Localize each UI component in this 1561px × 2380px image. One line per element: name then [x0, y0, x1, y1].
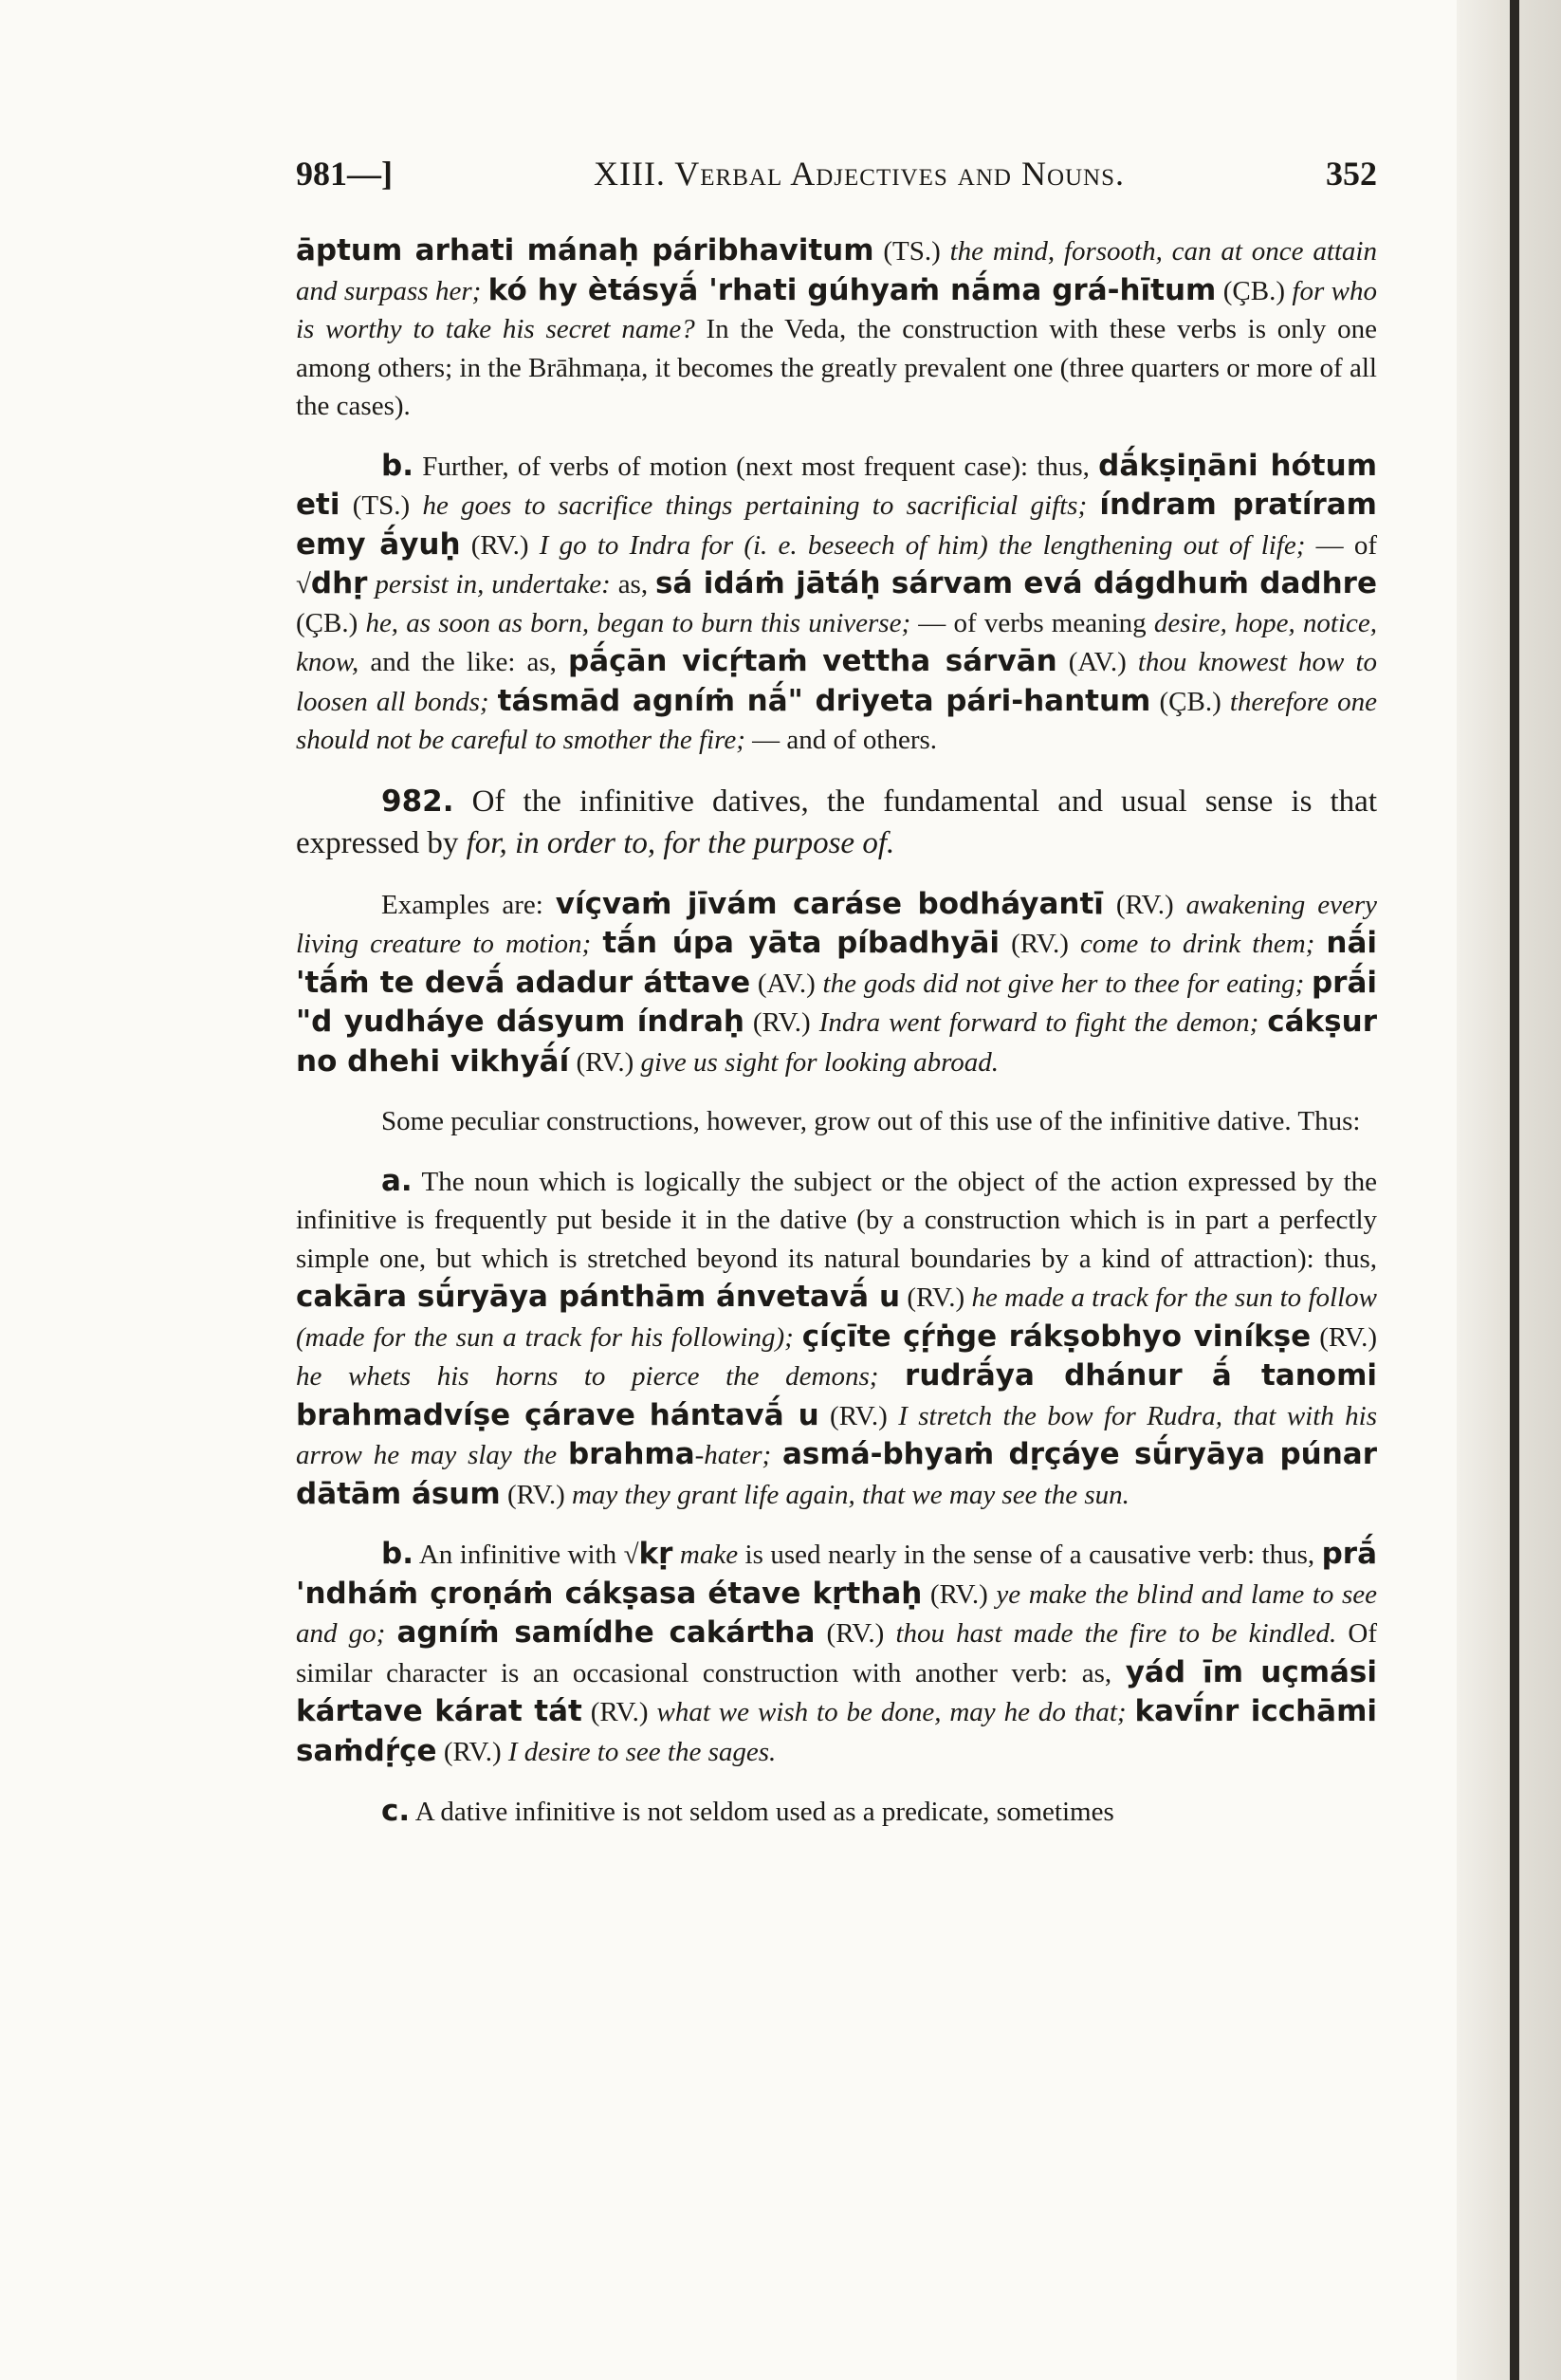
body-text: — of √ — [296, 529, 1378, 600]
translation-text: he made a track for the sun to follow (made for the sun a track for his following); — [296, 1282, 1378, 1353]
body-text: (RV.) — [460, 529, 540, 561]
sanskrit-term: brahma — [567, 1437, 695, 1471]
sanskrit-term: prā́i "d yudháye dásyum índraḥ — [296, 965, 1377, 1039]
body-text — [1304, 969, 1312, 999]
translation-text: I stretch the bow for Rudra, that with his arrow he may slay the — [296, 1400, 1377, 1470]
body-text — [557, 1440, 568, 1470]
translation-text: come to drink them; — [1080, 929, 1315, 959]
body-text — [878, 1361, 905, 1392]
sanskrit-term: dhṛ — [310, 566, 368, 600]
body-text: Some peculiar constructions, however, grow out of this use of the infinitive dative. Thus: — [381, 1106, 1361, 1136]
body-text: Further, of verbs of motion (next most frequent case): thus, — [413, 451, 1099, 482]
sanskrit-term: índram pratíram emy ā́yuḥ — [296, 488, 1377, 562]
body-text: (AV.) — [1056, 647, 1138, 677]
body-text: (RV.) — [500, 1479, 572, 1510]
body-text: (ÇB.) — [1216, 275, 1293, 306]
translation-text: I desire to see the sages. — [507, 1736, 777, 1767]
body-text: (RV.) — [922, 1578, 997, 1610]
sanskrit-term: kavī́nr icchāmi saṁdṛ́çe — [296, 1694, 1377, 1768]
sanskrit-term: 982. — [381, 784, 454, 819]
body-text: (ÇB.) — [1150, 686, 1230, 717]
body-text — [489, 687, 498, 717]
paragraph-peculiar-constructions — [296, 1102, 1377, 1141]
body-text: (RV.) — [1000, 929, 1081, 959]
body-text: is used nearly in the sense of a causative verb: thus, — [738, 1540, 1322, 1570]
sanskrit-term: agníṁ samídhe cakártha — [396, 1615, 816, 1650]
translation-text: may they grant life again, that we may see the sun. — [571, 1479, 1129, 1510]
translation-text: the mind, forsooth, can at once attain and surpass her; — [296, 236, 1377, 306]
body-text — [771, 1440, 782, 1470]
body-text: Of similar character is an occasional construction with another verb: as, — [296, 1618, 1377, 1688]
chapter-title: XIII. Verbal Adjectives and Nouns. — [593, 155, 1126, 193]
body-text: A dative infinitive is not seldom used as a predicate, sometimes — [410, 1797, 1114, 1827]
sanskrit-term: pā́çān vicṛ́taṁ vettha sárvān — [568, 644, 1057, 678]
sanskrit-term: kó hy ètásyā́ 'rhati gúhyaṁ nā́ma grá-hītum — [487, 272, 1217, 307]
paragraph-c-predicate — [296, 1792, 1377, 1832]
sanskrit-term: b. — [381, 1537, 413, 1571]
translation-text: the gods did not give her to thee for eating; — [822, 968, 1305, 999]
paragraph-continued — [296, 231, 1377, 426]
page-edge-shadow — [1457, 0, 1561, 2380]
translation-text: I go to Indra for (i. e. beseech of him) the lengthening out of life; — [539, 529, 1306, 561]
body-text — [481, 276, 487, 306]
sanskrit-term: b. — [381, 448, 413, 483]
sanskrit-term: víçvaṁ jīvám caráse bodháyantī — [555, 886, 1104, 921]
translation-text: he whets his horns to pierce the demons; — [296, 1361, 879, 1392]
body-text: (TS.) — [873, 236, 950, 267]
body-text — [1127, 1697, 1135, 1727]
body-text: (TS.) — [340, 490, 423, 521]
body-text: and the like: as, — [358, 647, 569, 677]
translation-text: ye make the blind and lame to see and go; — [296, 1578, 1378, 1649]
body-text: (RV.) — [1103, 889, 1186, 920]
paragraph-b-causative — [296, 1535, 1377, 1771]
translation-text: for who is worthy to take his secret name? — [296, 275, 1378, 344]
body-text: (RV.) — [581, 1697, 657, 1727]
sanskrit-term: c. — [381, 1794, 411, 1828]
sanskrit-term: dā́kṣiṇāni hótum eti — [296, 448, 1377, 522]
body-text: (ÇB.) — [296, 607, 366, 638]
body-text: The noun which is logically the subject or the object of the action expressed by the infinitive is frequently put beside it in the dative (by a construction which is in part a perfectly simple one, but which is stretched beyond its natural boundaries by a kind of attraction): thus, — [296, 1166, 1377, 1274]
sanskrit-term: yád īm uçmási kártave kárat tát — [296, 1654, 1377, 1728]
paragraph-a-attraction — [296, 1162, 1377, 1515]
body-text — [1258, 1007, 1267, 1038]
sanskrit-term: nā́i 'tā́ṁ te devā́ adadur áttave — [296, 926, 1378, 1000]
paragraph-examples — [296, 885, 1377, 1082]
body-text: Examples are: — [381, 889, 556, 920]
translation-text: -hater; — [694, 1440, 772, 1470]
body-text: (RV.) — [818, 1400, 899, 1431]
sanskrit-term: cákṣur no dhehi vikhyā́í — [296, 1005, 1377, 1079]
body-text: An infinitive with √ — [413, 1540, 639, 1570]
translation-text: desire, hope, notice, know, — [296, 607, 1377, 677]
sanskrit-term: prā́ 'ndháṁ çroṇáṁ cákṣasa étave kṛthaḥ — [296, 1537, 1378, 1611]
sanskrit-term: sá idáṁ jātáḥ sárvam evá dágdhuṁ dadhre — [654, 566, 1377, 600]
translation-text: Indra went forward to fight the demon; — [818, 1007, 1259, 1038]
sanskrit-term: āptum arhati mánaḥ páribhavitum — [296, 233, 874, 268]
body-text — [1314, 929, 1326, 959]
section-reference: 981—] — [296, 155, 393, 193]
sanskrit-term: kṛ — [638, 1537, 673, 1571]
page-binding-edge — [1510, 0, 1519, 2380]
body-text — [1087, 490, 1099, 521]
sanskrit-term: cakāra sū́ryāya pánthām ánvetavā́ u — [296, 1280, 901, 1314]
translation-text: thou hast made the fire to be kindled. — [895, 1618, 1337, 1649]
body-text — [794, 1322, 802, 1353]
running-head — [296, 154, 1377, 194]
translation-text: awakening every living creature to motion; — [296, 889, 1377, 959]
translation-text: therefore one should not be careful to smother the fire; — [296, 686, 1377, 755]
body-text: — of verbs meaning — [910, 607, 1154, 638]
sanskrit-term: a. — [381, 1163, 413, 1198]
body-text: (RV.) — [436, 1736, 508, 1767]
section-982 — [296, 781, 1377, 864]
translation-text: he goes to sacrifice things pertaining to sacrificial gifts; — [422, 490, 1088, 521]
body-text: (RV.) — [744, 1007, 819, 1038]
translation-text: give us sight for looking abroad. — [640, 1046, 1000, 1078]
body-text — [591, 929, 602, 959]
translation-text: thou knowest how to loosen all bonds; — [296, 647, 1378, 717]
sanskrit-term: rudrā́ya dhánur ā́ tanomi brahmadvíṣe çárave hántavā́ u — [296, 1358, 1378, 1432]
body-text — [385, 1618, 396, 1649]
body-text: (RV.) — [569, 1046, 641, 1078]
body-text: (RV.) — [815, 1618, 896, 1649]
sanskrit-term: tā́n úpa yāta píbadhyāi — [602, 926, 1001, 960]
body-text: — and of others. — [744, 725, 938, 755]
body-text: Of the infinitive datives, the fundamental and usual sense is that expressed by — [296, 784, 1377, 860]
translation-text: for, in order to, for the purpose of. — [466, 825, 895, 860]
body-text: In the Veda, the construction with these verbs is only one among others; in the Brāhmaṇa, it becomes the greatly prevalent one (three quarters or more of all the cases). — [296, 314, 1377, 421]
paragraph-b-verbs-of-motion — [296, 447, 1377, 760]
body-text: (RV.) — [900, 1282, 972, 1313]
page-content — [296, 154, 1377, 1853]
page-number: 352 — [1326, 155, 1377, 193]
sanskrit-term: asmá-bhyaṁ dṛçáye sū́ryāya púnar dātām ásum — [296, 1437, 1377, 1511]
sanskrit-term: tásmād agníṁ nā́" driyeta pári-hantum — [497, 683, 1151, 718]
translation-text: he, as soon as born, began to burn this universe; — [365, 607, 911, 638]
body-text — [672, 1540, 679, 1570]
translation-text: what we wish to be done, may he do that; — [656, 1697, 1127, 1727]
translation-text: make — [679, 1540, 739, 1570]
body-text: as, — [610, 569, 655, 600]
sanskrit-term: çíçīte çṛ́ṅge rákṣobhyo viníkṣe — [801, 1319, 1312, 1354]
translation-text: persist in, undertake: — [375, 569, 611, 600]
body-text: (AV.) — [750, 968, 823, 999]
body-text: (RV.) — [1311, 1321, 1378, 1353]
